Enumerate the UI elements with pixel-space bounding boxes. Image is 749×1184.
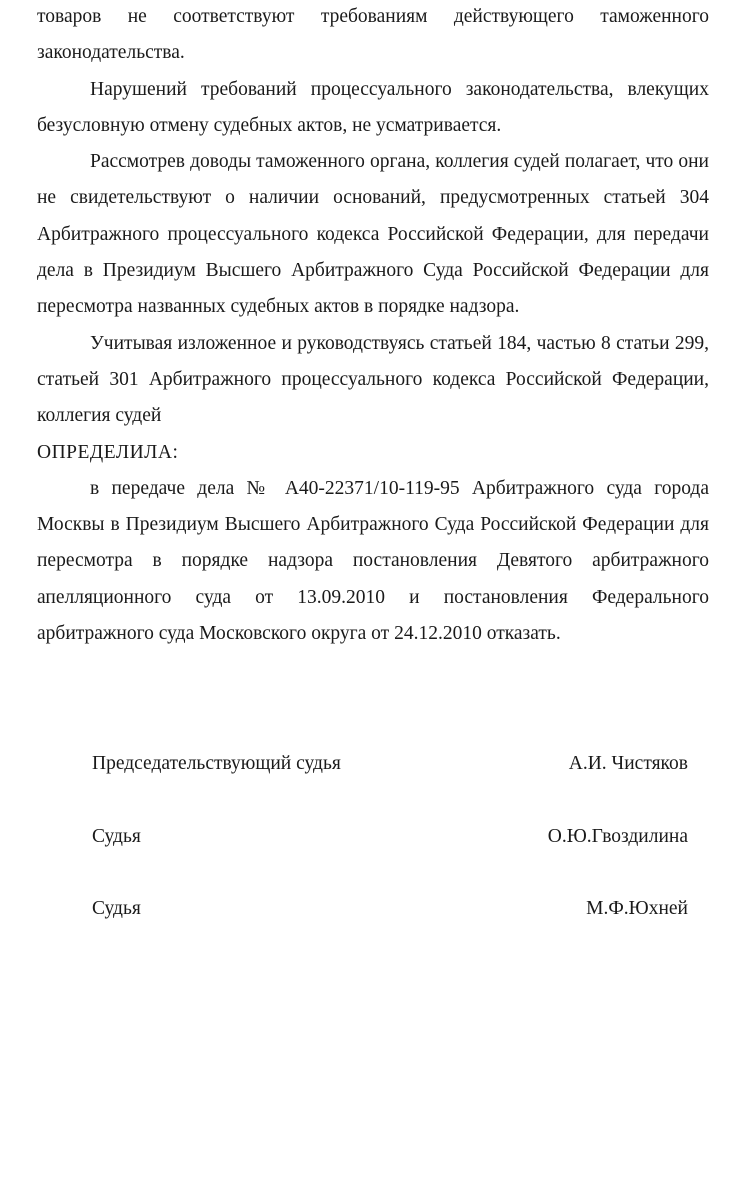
paragraph-ruling: в передаче дела № А40-22371/10-119-95 Арбитражного суда города Москвы в Президиум Высшего Арбитражного Суда Российской Федерации для пересмотра в порядке надзора постановления Девятого арбитражного апелляционного суда от 13.09.2010 и постановления Федерального арбитражного суда Московского округа от 24.12.2010 отказать. (37, 477, 709, 645)
signature-role: Судья (92, 826, 141, 847)
signature-role: Председательствующий судья (92, 753, 341, 774)
signature-row-judge-2 (92, 898, 688, 920)
paragraph-reasoning: Рассмотрев доводы таможенного органа, коллегия судей полагает, что они не свидетельствуют о наличии оснований, предусмотренных статьей 304 Арбитражного процессуального кодекса Российской Федерации, для передачи дела в Президиум Высшего Арбитражного Суда Российской Федерации для пересмотра названных судебных актов в порядке надзора. (37, 151, 709, 318)
signature-row-presiding (92, 753, 688, 775)
document-body (37, 0, 709, 652)
ruling-heading: ОПРЕДЕЛИЛА: (37, 441, 179, 463)
signature-row-judge-1 (92, 826, 688, 848)
signature-role: Судья (92, 898, 141, 919)
signature-name: А.И. Чистяков (568, 753, 688, 774)
signature-name: О.Ю.Гвоздилина (547, 826, 688, 847)
paragraph-no-violations: Нарушений требований процессуального законодательства, влекущих безусловную отмену судебных актов, не усматривается. (37, 78, 709, 136)
paragraph-grounds: Учитывая изложенное и руководствуясь статьей 184, частью 8 статьи 299, статьей 301 Арбитражного процессуального кодекса Российской Федерации, коллегия судей (37, 332, 709, 427)
signature-name: М.Ф.Юхней (586, 898, 688, 919)
paragraph-continuation: товаров не соответствуют требованиям действующего таможенного законодательства. (37, 6, 709, 64)
